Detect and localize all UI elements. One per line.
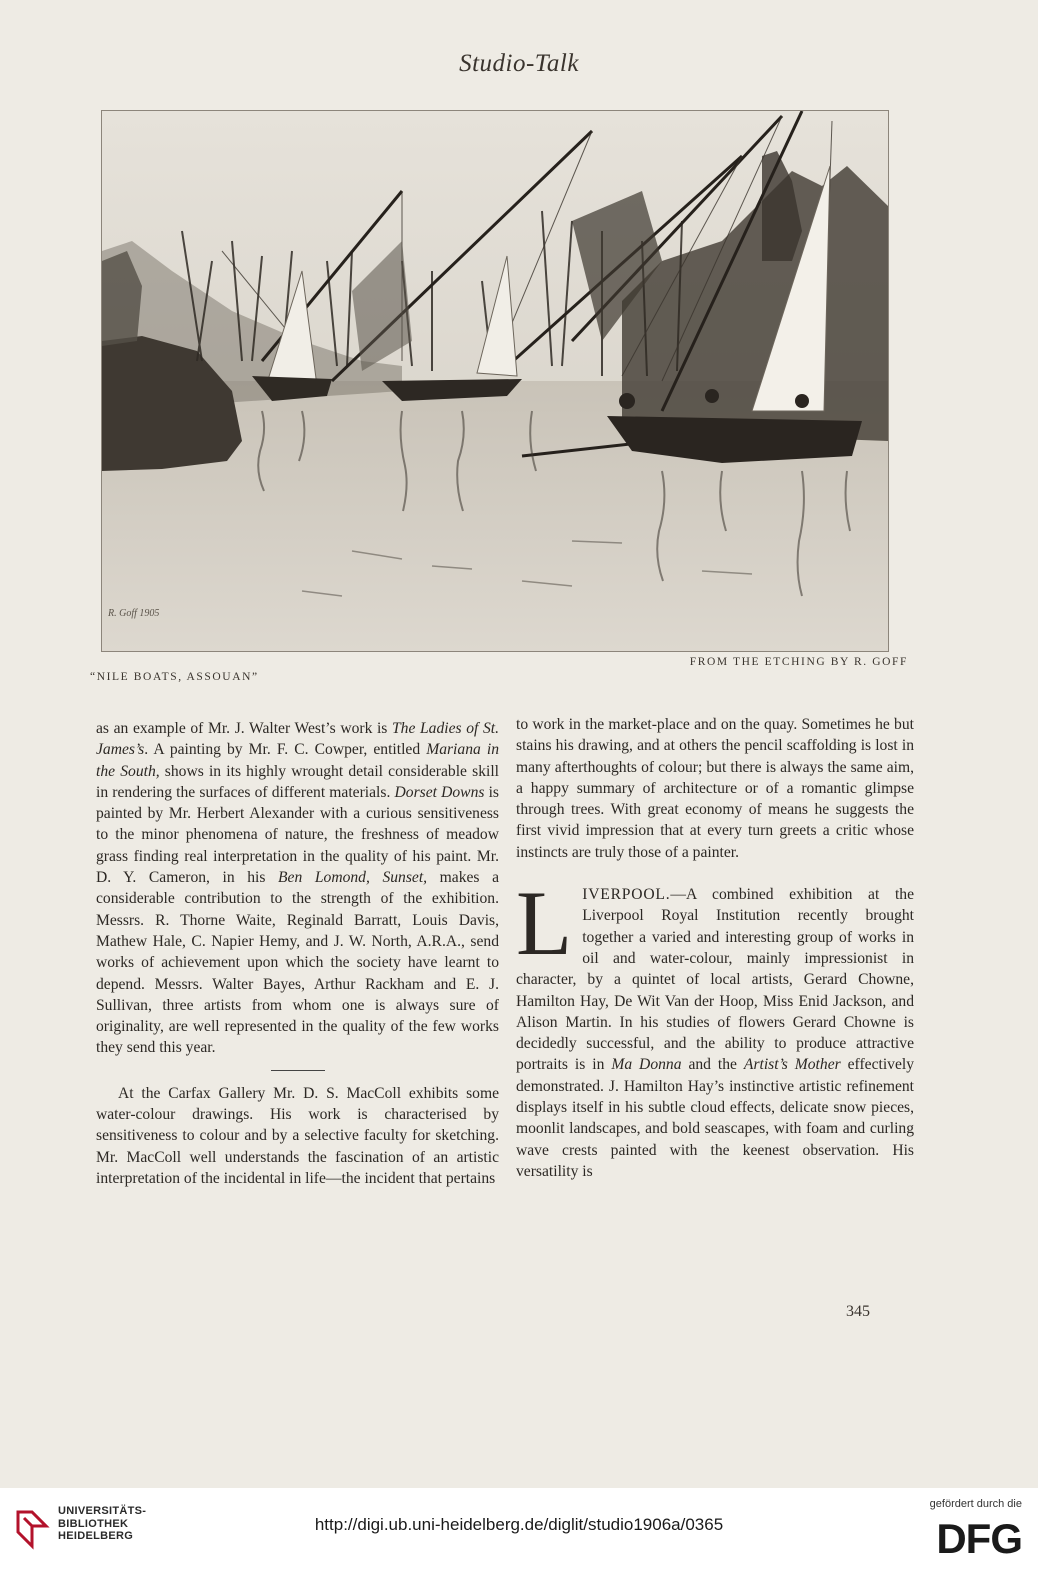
- plate-title: “NILE BOATS, ASSOUAN”: [90, 671, 259, 683]
- artwork-title: Mariana in the South,: [96, 741, 499, 780]
- artwork-title: Artist’s Mother: [743, 1056, 841, 1074]
- right-column: [516, 714, 914, 1182]
- paragraph-liverpool: LIVERPOOL.—A combined exhibition at the Liverpool Royal Institution recently brought together a varied and interesting group of works in oil and water-colour, mainly impressionist in character, by a quintet of local artists, Gerard Chowne, Hamilton Hay, De Wit Van der Hoop, Miss Enid Jackson, and Alison Martin. In his studies of flowers Gerard Chowne is decidedly successful, and the ability to produce attractive portraits is in Ma Donna and the Artist’s Mother effectively demonstrated. J. Hamilton Hay’s instinctive artistic refinement displays itself in his subtle cloud effects, delicate snow pieces, moonlit landscapes, and bold seascapes, with foam and curling wave crests painted with the keenest observation. His versatility is: [516, 872, 915, 1180]
- paragraph-maccoll-continued: to work in the market-place and on the quay. Sometimes he but stains his drawing, and at others the pencil scaffolding is lost in many afterthoughts of colour; but there is always the same aim, a happy summary of architecture or of a romantic glimpse through trees. With great economy of means he suggests the first vivid impression that at every turn greets a critic whose instincts are truly those of a painter.: [516, 716, 914, 861]
- artwork-title: Dorset Downs: [394, 783, 485, 801]
- running-title: Studio-Talk: [459, 50, 579, 77]
- permalink-url[interactable]: http://digi.ub.uni-heidelberg.de/diglit/studio1906a/0365: [314, 1515, 724, 1534]
- library-name: UNIVERSITÄTS- BIBLIOTHEK HEIDELBERG: [58, 1505, 147, 1542]
- section-divider: [271, 1070, 325, 1071]
- etching-illustration: [101, 110, 889, 652]
- artwork-title: Ma Donna: [611, 1056, 682, 1074]
- artwork-title: The Ladies of St. James’s: [96, 720, 499, 759]
- left-column: [96, 718, 499, 1189]
- funding-note: gefördert durch die: [929, 1498, 1022, 1510]
- section-lead: IVERPOOL.: [582, 886, 671, 904]
- artist-signature: R. Goff 1905: [108, 608, 160, 619]
- artwork-title: Ben Lomond, Sunset,: [278, 869, 428, 887]
- paragraph-carfax-gallery: At the Carfax Gallery Mr. D. S. MacColl exhibits some water-colour drawings. His work is characterised by sensitiveness to colour and by a selective faculty for sketching. Mr. MacColl well understands the fascination of an artistic interpretation of the incidental in life—the incident that pertains: [96, 1084, 499, 1187]
- paragraph-west-exhibition: as an example of Mr. J. Walter West’s work is The Ladies of St. James’s. A painting by Mr. F. C. Cowper, entitled Mariana in the South, shows in its highly wrought detail considerable skill in rendering the surfaces of different materials. Dorset Downs is painted by Mr. Herbert Alexander with a curious sensitiveness to the minor phenomena of nature, the freshness of meadow grass finding real interpretation in the quality of his paint. Mr. D. Y. Cameron, in his Ben Lomond, Sunset, makes a considerable contribution to the strength of the exhibition. Messrs. R. Thorne Waite, Reginald Barratt, Louis Davis, Mathew Hale, C. Napier Hemy, and J. W. North, A.R.A., send works of achievement upon which the society have learnt to depend. Messrs. Walter Bayes, Arthur Rackham and E. J. Sullivan, three artists from whom one is always sure of originality, are well represented in the quality of the few works they send this year.: [96, 720, 500, 1057]
- drop-capital: L: [516, 872, 573, 975]
- nile-boats-etching: [102, 111, 888, 651]
- dfg-logo: DFG: [936, 1515, 1022, 1562]
- page-number: 345: [846, 1303, 870, 1320]
- plate-credit: FROM THE ETCHING BY R. GOFF: [689, 656, 908, 668]
- digitization-footer: [0, 1488, 1038, 1570]
